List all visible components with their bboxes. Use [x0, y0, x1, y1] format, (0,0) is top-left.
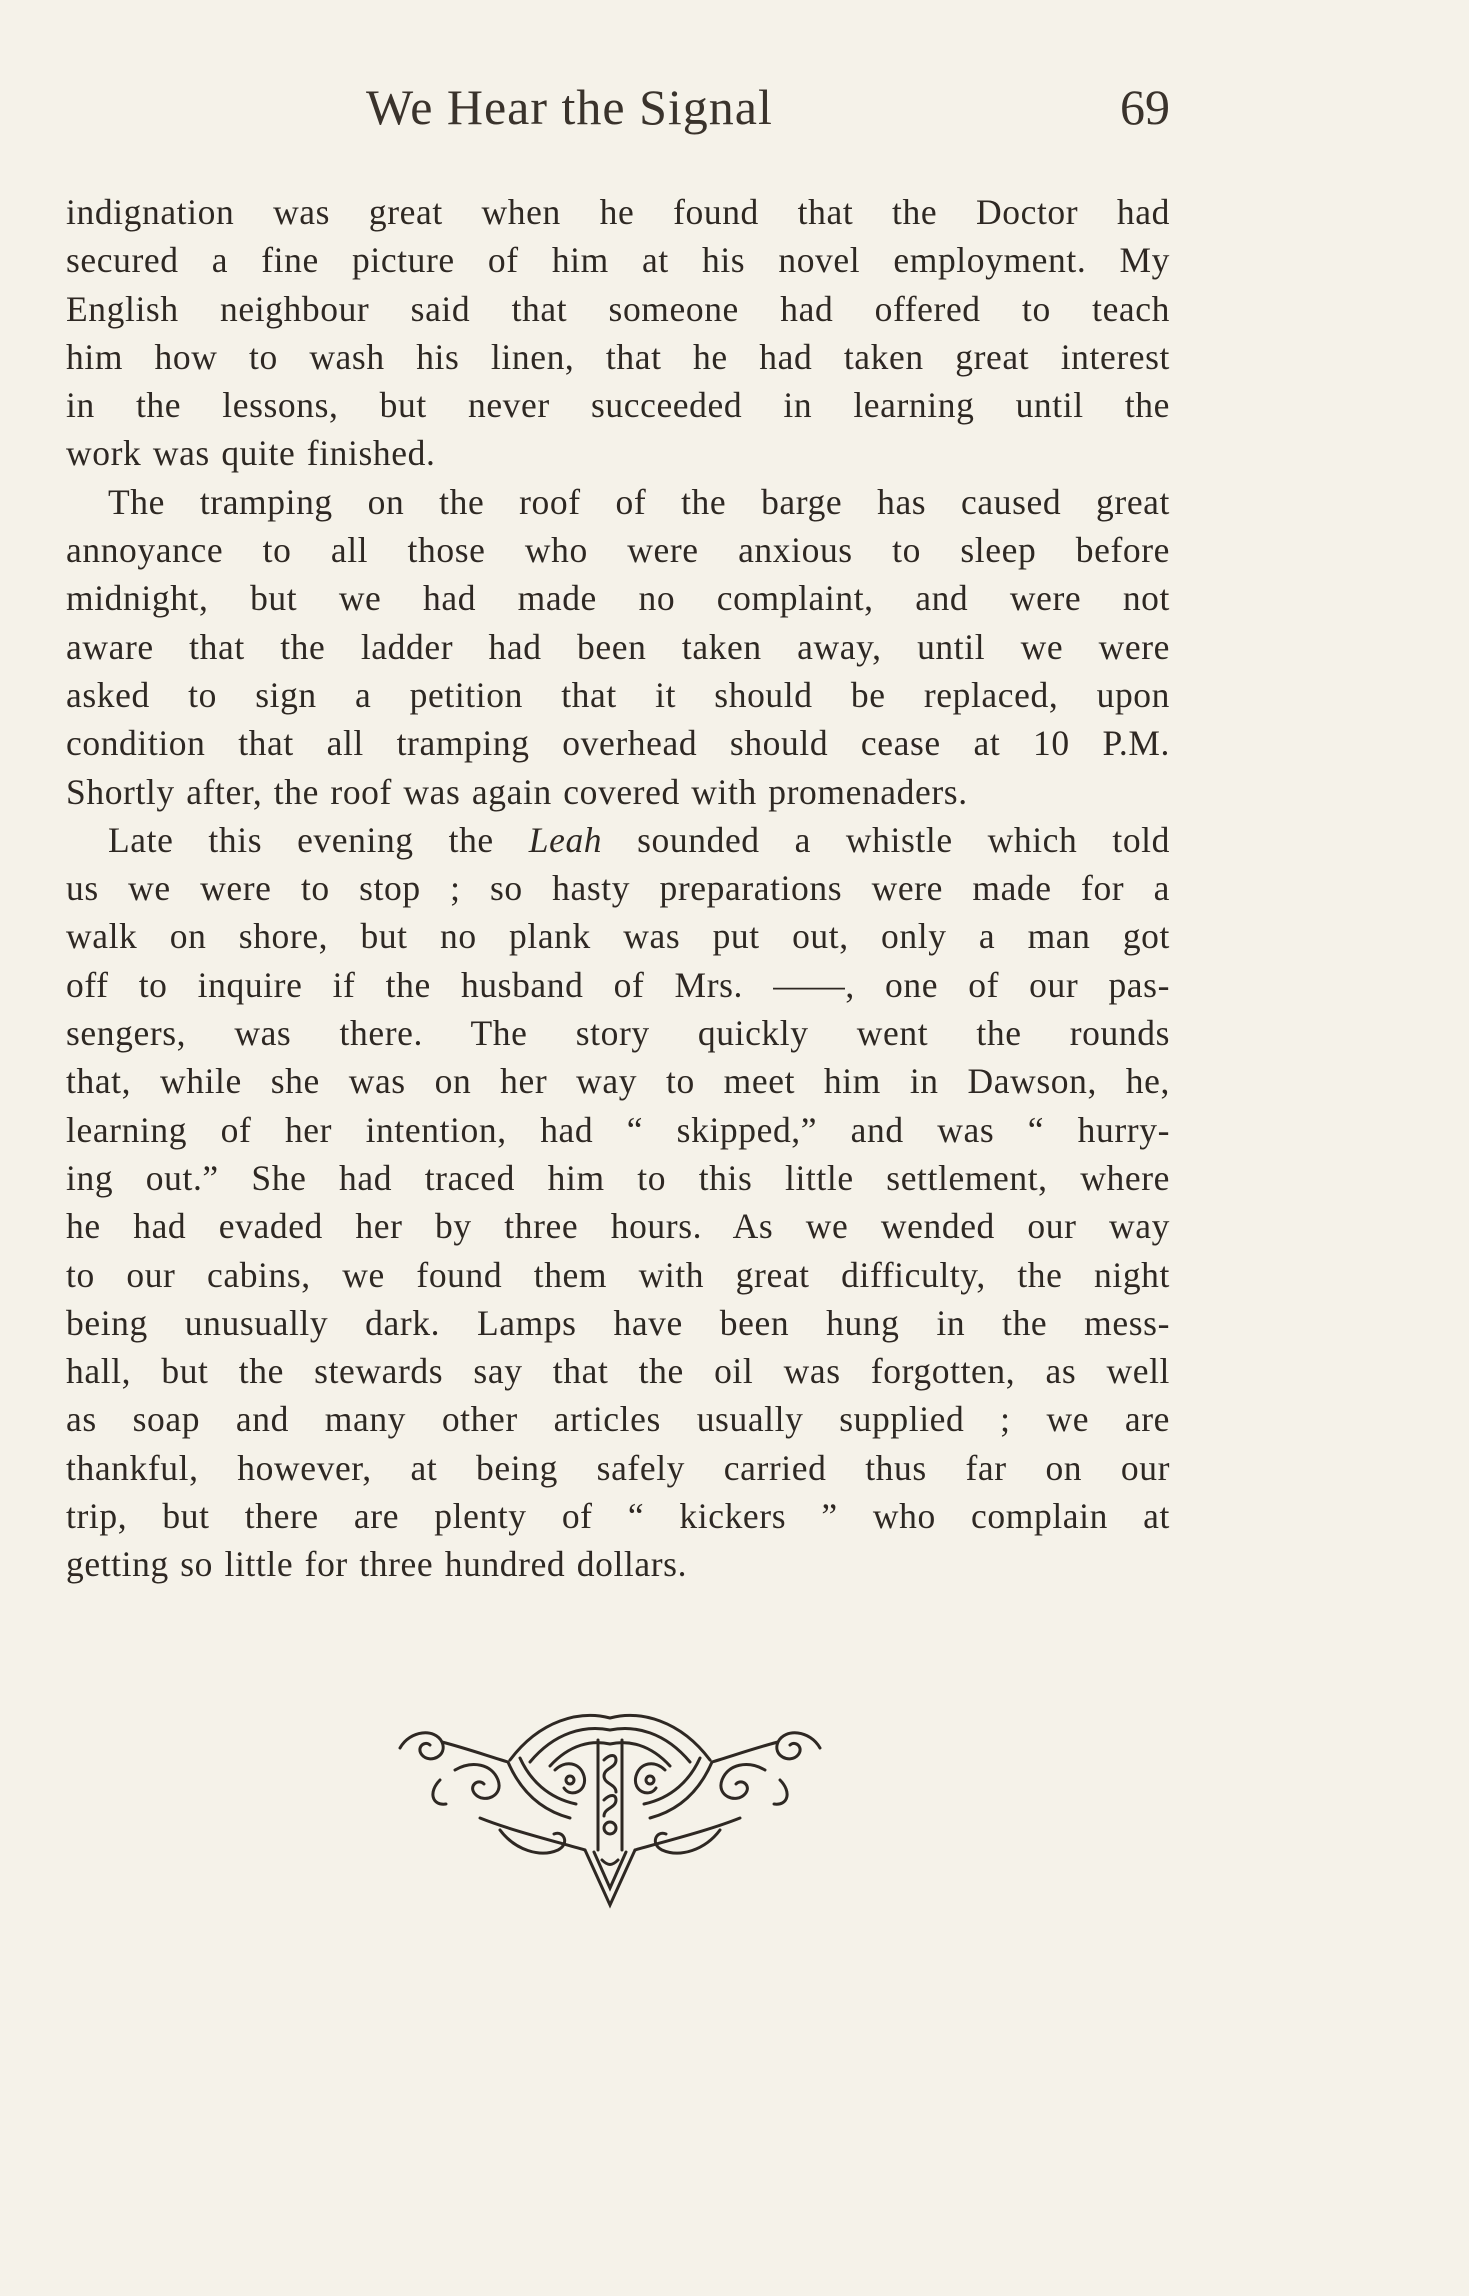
text-line: secured a fine picture of him at his novel employment. My — [66, 240, 1170, 281]
text-line: getting so little for three hundred dollars. — [66, 1544, 688, 1585]
paragraph-first-line — [66, 816, 1170, 864]
text-line: he had evaded her by three hours. As we wended our way — [66, 1206, 1170, 1247]
text-line: in the lessons, but never succeeded in learning until the — [66, 385, 1170, 426]
text-line: trip, but there are plenty of “ kickers ” who complain at — [66, 1496, 1170, 1537]
text-line: aware that the ladder had been taken away, until we were — [66, 626, 1170, 667]
text-line: being unusually dark. Lamps have been hung in the mess- — [66, 1302, 1170, 1343]
text-line: to our cabins, we found them with great difficulty, the night — [66, 1254, 1170, 1295]
text-line: walk on shore, but no plank was put out, only a man got — [66, 916, 1170, 957]
paragraph-first-line: The tramping on the roof of the barge has caused great — [108, 481, 1170, 522]
running-title: We Hear the Signal — [366, 79, 773, 135]
text-line: work was quite finished. — [66, 433, 436, 474]
text-line: him how to wash his linen, that he had taken great interest — [66, 336, 1170, 377]
text-segment: Late this evening the — [108, 819, 494, 860]
text-line: sengers, was there. The story quickly went the rounds — [66, 1013, 1170, 1054]
text-line: us we were to stop ; so hasty preparations were made for a — [66, 868, 1170, 909]
text-line: off to inquire if the husband of Mrs. ——, one of our pas- — [66, 964, 1170, 1005]
text-line: that, while she was on her way to meet him in Dawson, he, — [66, 1061, 1170, 1102]
body-text — [66, 188, 1170, 1589]
text-line: indignation was great when he found that the Doctor had — [66, 192, 1170, 232]
text-line: annoyance to all those who were anxious to sleep before — [66, 530, 1170, 571]
running-head — [66, 78, 1170, 148]
text-line: ing out.” She had traced him to this little settlement, where — [66, 1157, 1170, 1198]
text-line: midnight, but we had made no complaint, and were not — [66, 578, 1170, 619]
text-line: learning of her intention, had “ skipped,” and was “ hurry- — [66, 1109, 1170, 1150]
text-line: Shortly after, the roof was again covered with promenaders. — [66, 771, 968, 812]
text-line: thankful, however, at being safely carried thus far on our — [66, 1447, 1170, 1488]
text-line: condition that all tramping overhead should cease at 10 P.M. — [66, 723, 1170, 764]
vessel-name: Leah — [528, 819, 603, 860]
text-line: hall, but the stewards say that the oil was forgotten, as well — [66, 1351, 1170, 1392]
page-number: 69 — [1120, 79, 1170, 135]
text-line: English neighbour said that someone had offered to teach — [66, 288, 1170, 329]
decorative-scroll-tailpiece-icon — [380, 1700, 840, 1915]
text-segment: sounded a whistle which told — [637, 819, 1170, 860]
text-line: as soap and many other articles usually supplied ; we are — [66, 1399, 1170, 1440]
text-line: asked to sign a petition that it should be replaced, upon — [66, 674, 1170, 715]
